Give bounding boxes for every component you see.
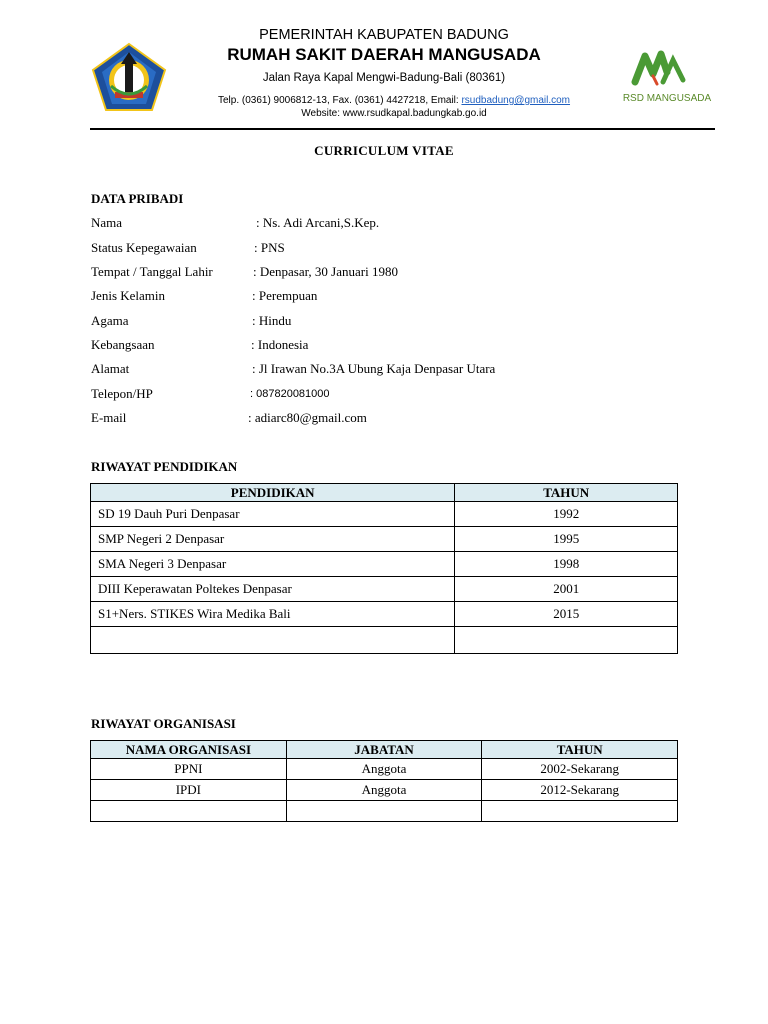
header-divider <box>90 128 715 130</box>
personal-data-heading: DATA PRIBADI <box>91 191 184 206</box>
table-cell: SD 19 Dauh Puri Denpasar <box>91 502 455 527</box>
column-header: PENDIDIKAN <box>91 484 455 502</box>
rsd-mangusada-logo <box>617 46 717 108</box>
contact-text: Telp. (0361) 9006812-13, Fax. (0361) 4427218, Email: <box>217 95 462 106</box>
field-label-kebangsaan: Kebangsaan <box>91 337 155 352</box>
table-cell <box>286 801 482 822</box>
table-row <box>91 502 678 527</box>
table-header-row <box>91 484 678 502</box>
hospital-address: Jalan Raya Kapal Mengwi-Badung-Bali (80361) <box>262 72 506 84</box>
hospital-email-link[interactable]: rsudbadung@gmail.com <box>461 95 571 106</box>
table-row <box>91 627 678 654</box>
education-table <box>90 483 678 654</box>
field-label-nama: Nama <box>91 215 123 230</box>
field-value-kebangsaan: : Indonesia <box>251 337 309 352</box>
government-name: PEMERINTAH KABUPATEN BADUNG <box>259 27 509 43</box>
table-cell: PPNI <box>91 759 287 780</box>
table-cell: 1992 <box>455 502 678 527</box>
column-header: JABATAN <box>286 741 482 759</box>
table-row <box>91 602 678 627</box>
field-label-alamat: Alamat <box>91 361 130 376</box>
field-value-status: : PNS <box>254 240 285 255</box>
field-label-status: Status Kepegawaian <box>91 240 197 255</box>
document-title: CURRICULUM VITAE <box>314 143 454 158</box>
field-label-email: E-mail <box>91 410 127 425</box>
column-header: NAMA ORGANISASI <box>91 741 287 759</box>
table-row <box>91 552 678 577</box>
table-cell: SMA Negeri 3 Denpasar <box>91 552 455 577</box>
table-row <box>91 577 678 602</box>
table-cell: 2015 <box>455 602 678 627</box>
table-cell <box>91 801 287 822</box>
field-value-gender: : Perempuan <box>252 288 318 303</box>
field-value-email: : adiarc80@gmail.com <box>248 410 367 425</box>
education-heading: RIWAYAT PENDIDIKAN <box>91 459 238 474</box>
field-value-alamat: : Jl Irawan No.3A Ubung Kaja Denpasar Utara <box>252 361 496 376</box>
column-header: TAHUN <box>455 484 678 502</box>
table-cell: IPDI <box>91 780 287 801</box>
table-cell: Anggota <box>286 780 482 801</box>
organization-table <box>90 740 678 822</box>
hospital-name: RUMAH SAKIT DAERAH MANGUSADA <box>227 45 541 64</box>
table-cell: 2002-Sekarang <box>482 759 678 780</box>
field-label-gender: Jenis Kelamin <box>91 288 166 303</box>
table-cell <box>91 627 455 654</box>
table-cell <box>455 627 678 654</box>
table-cell: 2001 <box>455 577 678 602</box>
table-header-row <box>91 741 678 759</box>
organization-heading: RIWAYAT ORGANISASI <box>91 716 236 731</box>
table-row <box>91 801 678 822</box>
field-value-ttl: : Denpasar, 30 Januari 1980 <box>253 264 398 279</box>
field-label-ttl: Tempat / Tanggal Lahir <box>91 264 213 279</box>
table-cell: 1995 <box>455 527 678 552</box>
website-line: Website: www.rsudkapal.badungkab.go.id <box>301 108 487 119</box>
table-cell: 1998 <box>455 552 678 577</box>
field-label-telepon: Telepon/HP <box>91 386 153 401</box>
field-value-nama: : Ns. Adi Arcani,S.Kep. <box>256 215 380 230</box>
table-row <box>91 759 678 780</box>
table-cell: 2012-Sekarang <box>482 780 678 801</box>
field-label-agama: Agama <box>91 313 129 328</box>
table-cell <box>482 801 678 822</box>
right-logo-text: RSD MANGUSADA <box>622 93 712 104</box>
table-cell: Anggota <box>286 759 482 780</box>
table-cell: SMP Negeri 2 Denpasar <box>91 527 455 552</box>
table-row <box>91 780 678 801</box>
table-cell: DIII Keperawatan Poltekes Denpasar <box>91 577 455 602</box>
table-cell: S1+Ners. STIKES Wira Medika Bali <box>91 602 455 627</box>
field-value-agama: : Hindu <box>252 313 292 328</box>
table-row <box>91 527 678 552</box>
column-header: TAHUN <box>482 741 678 759</box>
field-value-telepon: : 087820081000 <box>250 388 330 400</box>
